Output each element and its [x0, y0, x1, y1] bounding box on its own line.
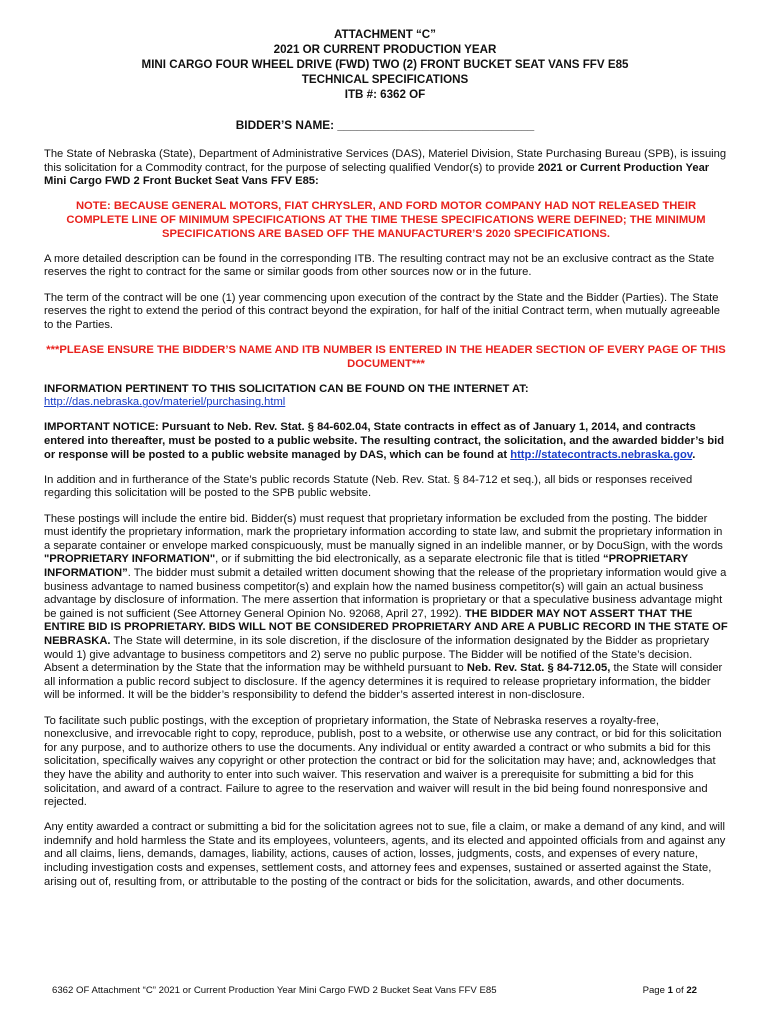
detail-paragraph: A more detailed description can be found in the corresponding ITB. The resulting contract may not be an exclusive contract as the State reserves the right to contract for the same or similar goods from other sources now or in the future. [44, 252, 715, 279]
intro-text: The State of Nebraska (State), Department of Administrative Services (DAS), Materiel Division, State Purchasing Bureau (SPB), is issuing this solicitation for a Commodity contract, for the purpose of selecting qualified Vendor(s) to provide [44, 148, 727, 174]
page-total: 22 [686, 985, 697, 996]
page-prefix: Page [642, 985, 668, 996]
postings-bold-3: THE BIDDER MAY NOT ASSERT THAT THE ENTIRE BID IS PROPRIETARY. BIDS WILL NOT BE CONSIDERED PROPRIETARY AND ARE A PUBLIC RECORD IN THE STATE OF NEBRASKA. [44, 607, 728, 647]
document-body [44, 148, 728, 901]
postings-bold-2: “PROPRIETARY INFORMATION” [44, 553, 688, 579]
page-number [643, 985, 697, 996]
postings-text-5: the State will consider all information a public record subject to disclosure. If the agency determines it is required to release proprietary information, the bidder will be informed. It will be the bidder’s responsibility to defend the bidder’s asserted interest in non-disclosure. [44, 662, 723, 702]
postings-bold-1: "PROPRIETARY INFORMATION" [44, 553, 216, 566]
notice-text: IMPORTANT NOTICE: Pursuant to Neb. Rev. Stat. § 84-602.04, State contracts in effect as of January 1, 2014, and contracts entered into thereafter, must be posted to a public website. The resulting contract, the solicitation, and the awarded bidder’s bid or response will be posted to a public website managed by DAS, which can be found at [44, 421, 725, 461]
royalty-paragraph: To facilitate such public postings, with the exception of proprietary information, the State of Nebraska reserves a royalty-free, nonexclusive, and irrevocable right to copy, reproduce, publish, post to a website, or otherwise use any contract, or bid for this solicitation for any purpose, and to authorize others to use the documents. Any individual or entity awarded a contract or who submits a bid for this solicitation, specifically waives any copyright or other protection the contract or bid for the solicitation may have; and, acknowledges that they have the ability and authority to enter into such waiver. This reservation and waiver is a prerequisite for submitting a bid for this solicitation, and award of a contract. Failure to agree to the reservation and waiver will result in the bid being found nonresponsive and rejected. [44, 714, 722, 809]
postings-bold-4: Neb. Rev. Stat. § 84-712.05, [466, 662, 611, 675]
itb-number: ITB #: 6362 OF [344, 88, 426, 101]
postings-text-4: The State will determine, in its sole discretion, if the disclosure of the information designated by the Bidder as proprietary would 1) give advantage to business competitors and 2) serve no public purpose. The Bidder will be notified of the State’s decision. Absent a determination by the State that the information may be withheld pursuant to [44, 634, 710, 675]
statecontracts-link[interactable]: http://statecontracts.nebraska.gov [510, 448, 693, 461]
postings-text-3: . The bidder must submit a detailed written document showing that the release of the proprietary information would give a business advantage to named business competitor(s) and explain how the named business competitor(s) will gain an actual business advantage by disclosure of information. The mere assertion that information is proprietary or that a speculative business advantage might be gained is not sufficient (See Attorney General Opinion No. 92068, April 27, 1992). [44, 567, 727, 620]
info-heading: INFORMATION PERTINENT TO THIS SOLICITATION CAN BE FOUND ON THE INTERNET AT: [44, 382, 529, 395]
document-header [0, 27, 770, 102]
vehicle-title: MINI CARGO FOUR WHEEL DRIVE (FWD) TWO (2) FRONT BUCKET SEAT VANS FFV E85 [141, 58, 629, 71]
production-year-title: 2021 OR CURRENT PRODUCTION YEAR [273, 43, 497, 56]
ensure-notice: ***PLEASE ENSURE THE BIDDER’S NAME AND ITB NUMBER IS ENTERED IN THE HEADER SECTION OF EVERY PAGE OF THIS DOCUMENT*** [46, 343, 726, 370]
attachment-title: ATTACHMENT “C” [334, 28, 436, 41]
postings-text-2: , or if submitting the bid electronically, as a separate electronic file that is titled [215, 553, 603, 566]
term-paragraph: The term of the contract will be one (1) year commencing upon execution of the contract by the State and the Bidder (Parties). The State reserves the right to extend the period of this contract beyond the expiration, for half of the initial Contract term, when mutually agreeable to the Parties. [44, 291, 720, 331]
indemnify-paragraph: Any entity awarded a contract or submitting a bid for the solicitation agrees not to sue, file a claim, or make a demand of any kind, and will indemnify and hold harmless the State and its employees, volunteers, agents, and its elected and appointed officials from and against any and all claims, liens, demands, damages, liability, actions, causes of action, losses, judgments, costs, and expenses of every nature, including investigation costs and expenses, settlement costs, and attorney fees and expenses, sustained or asserted against the State, arising out of, resulting from, or attributable to the posting of the contract or bids for the solicitation, awards, and other documents. [44, 821, 726, 888]
notice-end: . [692, 448, 696, 461]
bidder-name-field: BIDDER’S NAME: ______________________________ [235, 118, 535, 132]
intro-paragraph [44, 148, 728, 189]
spec-title: TECHNICAL SPECIFICATIONS [301, 73, 469, 86]
footer-title: 6362 OF Attachment “C” 2021 or Current Production Year Mini Cargo FWD 2 Bucket Seat Vans FFV E85 [52, 985, 497, 996]
purchasing-link[interactable]: http://das.nebraska.gov/materiel/purchasing.html [44, 396, 286, 409]
postings-text-1: These postings will include the entire bid. Bidder(s) must request that proprietary information be excluded from the posting. The bidder must identify the proprietary information, mark the proprietary information according to state law, and submit the proprietary information in a separate container or envelope marked conspicuously, must be manually signed in an indelible manner, or by DocuSign, with the words [44, 512, 723, 552]
page-current: 1 [667, 985, 673, 996]
page-of: of [672, 985, 687, 996]
postings-paragraph [44, 513, 728, 703]
note-paragraph: NOTE: BECAUSE GENERAL MOTORS, FIAT CHRYSLER, AND FORD MOTOR COMPANY HAD NOT RELEASED THEIR COMPLETE LINE OF MINIMUM SPECIFICATIONS AT THE TIME THESE SPECIFICATIONS WERE DEFINED; THE MINIMUM SPECIFICATIONS ARE BASED OFF THE MANUFACTURER’S 2020 SPECIFICATIONS. [66, 200, 706, 240]
records-paragraph: In addition and in furtherance of the State’s public records Statute (Neb. Rev. Stat. § 84-712 et seq.), all bids or responses received regarding this solicitation will be posted to the SPB public website. [44, 473, 693, 500]
info-section [44, 383, 728, 410]
important-notice [44, 421, 728, 462]
intro-bold: 2021 or Current Production Year Mini Cargo FWD 2 Front Bucket Seat Vans FFV E85: [44, 161, 710, 188]
